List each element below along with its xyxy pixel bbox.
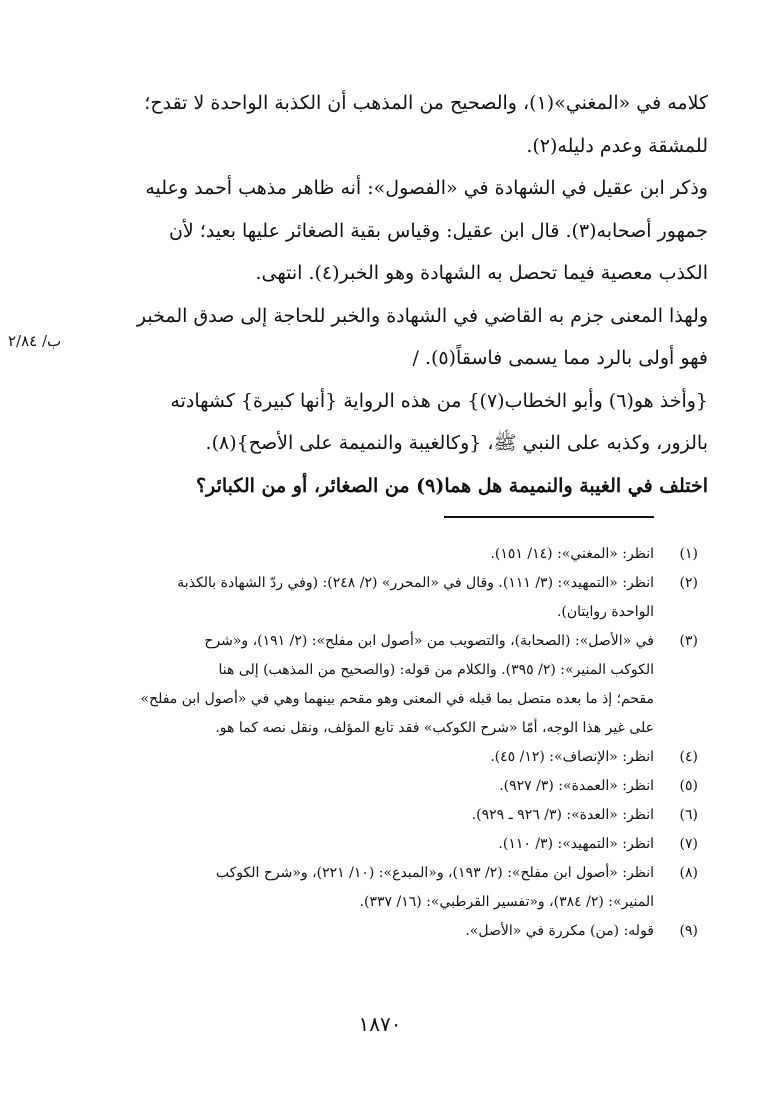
- footnote-line: الكوكب المنير»: (٢/ ٣٩٥). والكلام من قوله: (والصحيح من المذهب) إلى هنا: [218, 662, 654, 678]
- footnote-text: [70, 830, 654, 859]
- footnote: [70, 743, 698, 772]
- footnote-text: [70, 772, 654, 801]
- footnote-text: [70, 859, 654, 917]
- footnote-line: انظر: «المغني»: (١٤/ ١٥١).: [490, 546, 654, 562]
- footnote: [70, 859, 698, 917]
- footnote-text: [70, 627, 654, 743]
- footnote-line: مقحم؛ إذ ما بعده متصل بما قبله في المعنى وهو مقحم بينهما وهي في «أصول ابن مفلح»: [140, 691, 654, 707]
- footnote-line: انظر: «أصول ابن مفلح»: (٢/ ١٩٣)، و«المبدع»: (١٠/ ٢٢١)، و«شرح الكوكب: [215, 865, 654, 881]
- footnote: [70, 540, 698, 569]
- body-line: للمشقة وعدم دليله(٢).: [526, 134, 708, 157]
- footnote: [70, 830, 698, 859]
- footnote: [70, 917, 698, 946]
- footnote: [70, 569, 698, 627]
- body-line: جمهور أصحابه(٣). قال ابن عقيل: وقياس بقية الصغائر عليها بعيد؛ لأن: [168, 219, 708, 242]
- footnote: [70, 627, 698, 743]
- footnotes: [70, 540, 698, 946]
- body-line: وذكر ابن عقيل في الشهادة في «الفصول»: أنه ظاهر مذهب أحمد وعليه: [145, 177, 708, 199]
- footnote-line: انظر: «الإنصاف»: (١٢/ ٤٥).: [490, 749, 654, 765]
- body-line: كلامه في «المغني»(١)، والصحيح من المذهب أن الكذبة الواحدة لا تقدح؛: [144, 92, 708, 114]
- footnote-number: (٧): [679, 836, 698, 852]
- footnote-line: انظر: «العدة»: (٣/ ٩٢٦ ـ ٩٢٩).: [471, 807, 654, 823]
- body-line: فهو أولى بالرد مما يسمى فاسقاً(٥). /: [412, 347, 708, 369]
- footnote-text: [70, 540, 654, 569]
- body-line: بالزور، وكذبه على النبي ﷺ، {وكالغيبة والنميمة على الأصح}(٨).: [205, 432, 708, 454]
- footnote-line: قوله: (من) مكررة في «الأصل».: [465, 923, 654, 939]
- footnote-number: (٦): [679, 807, 698, 823]
- footnote-text: [70, 801, 654, 830]
- footnote-line: انظر: «التمهيد»: (٣/ ١١٠).: [498, 836, 654, 852]
- footnote-number: (٨): [679, 865, 698, 881]
- footnote-text: [70, 569, 654, 627]
- footnote-separator: [444, 516, 654, 518]
- main-text: [96, 82, 708, 507]
- footnote-number: (٩): [679, 923, 698, 939]
- footnote-text: [70, 917, 654, 946]
- footnote-line: انظر: «العمدة»: (٣/ ٩٢٧).: [499, 778, 654, 794]
- margin-folio-note: ب/ ٢/٨٤: [8, 332, 62, 350]
- footnote-number: (٢): [679, 575, 698, 591]
- footnote-line: المنير»: (٢/ ٣٨٤)، و«تفسير القرطبي»: (١٦/ ٣٣٧).: [359, 894, 654, 910]
- footnote-number: (٤): [679, 749, 698, 765]
- footnote-number: (٣): [679, 633, 698, 649]
- footnote-line: في «الأصل»: (الصحابة)، والتصويب من «أصول ابن مفلح»: (٢/ ١٩١)، و«شرح: [204, 633, 654, 649]
- footnote-number: (١): [679, 546, 698, 562]
- body-line: الكذب معصية فيما تحصل به الشهادة وهو الخبر(٤). انتهى.: [255, 262, 708, 284]
- body-line: اختلف في الغيبة والنميمة هل هما(٩) من الصغائر، أو من الكبائر؟: [195, 474, 708, 497]
- footnote: [70, 801, 698, 830]
- page-number: ١٨٧٠: [358, 1012, 402, 1036]
- body-line: ولهذا المعنى جزم به القاضي في الشهادة والخبر للحاجة إلى صدق المخبر: [136, 304, 708, 327]
- footnote-line: على غير هذا الوجه، أمّا «شرح الكوكب» فقد تابع المؤلف، ونقل نصه كما هو.: [215, 720, 654, 736]
- footnote-number: (٥): [679, 778, 698, 794]
- footnote: [70, 772, 698, 801]
- footnote-line: الواحدة روايتان).: [556, 604, 654, 620]
- footnote-line: انظر: «التمهيد»: (٣/ ١١١). وقال في «المحرر» (٢/ ٢٤٨): (وفي ردّ الشهادة بالكذبة: [177, 575, 654, 591]
- footnote-text: [70, 743, 654, 772]
- body-line: {وأخذ هو(٦) وأبو الخطاب(٧)} من هذه الرواية {أنها كبيرة} كشهادته: [170, 389, 708, 412]
